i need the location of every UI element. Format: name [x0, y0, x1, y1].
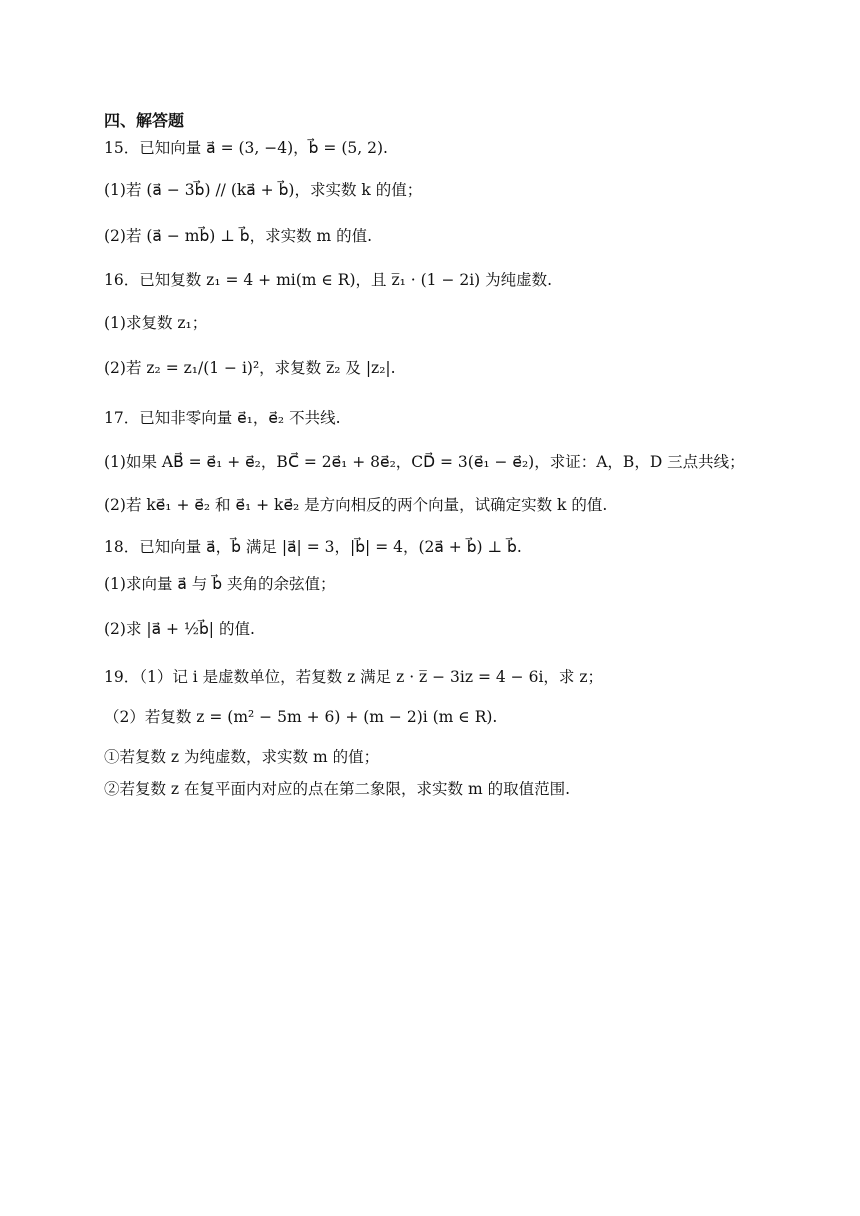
problem-19-part-2: （2）若复数 z = (m² − 5m + 6) + (m − 2)i (m ∈ R).	[104, 708, 498, 726]
problem-17-part-1: (1)如果 AB⃗ = e⃗₁ + e⃗₂，BC⃗ = 2e⃗₁ + 8e⃗₂，CD⃗ = 3(e⃗₁ − e⃗₂)，求证：A，B，D 三点共线；	[104, 453, 745, 471]
problem-16-stem: 16．已知复数 z₁ = 4 + mi(m ∈ R)，且 z̅₁ · (1 − 2i) 为纯虚数.	[104, 271, 553, 289]
problem-16-part-2: (2)若 z₂ = z₁/(1 − i)²，求复数 z̅₂ 及 |z₂|.	[104, 359, 396, 377]
problem-18-part-1: (1)求向量 a⃗ 与 b⃗ 夹角的余弦值；	[104, 575, 336, 593]
problem-15-stem: 15．已知向量 a⃗ = (3, −4)，b⃗ = (5, 2).	[104, 139, 388, 157]
problem-18-stem: 18．已知向量 a⃗，b⃗ 满足 |a⃗| = 3，|b⃗| = 4，(2a⃗ + b⃗) ⊥ b⃗.	[104, 538, 522, 556]
problem-18-part-2: (2)求 |a⃗ + ½b⃗| 的值.	[104, 620, 255, 638]
problem-15-part-1: (1)若 (a⃗ − 3b⃗) // (ka⃗ + b⃗)，求实数 k 的值；	[104, 181, 423, 199]
section-heading: 四、解答题	[104, 111, 185, 130]
problem-15-part-2: (2)若 (a⃗ − mb⃗) ⊥ b⃗，求实数 m 的值.	[104, 227, 373, 245]
problem-16-part-1: (1)求复数 z₁；	[104, 314, 208, 332]
problem-19-item-2: ②若复数 z 在复平面内对应的点在第二象限，求实数 m 的取值范围.	[104, 780, 571, 798]
problem-19-part-1: 19．（1）记 i 是虚数单位，若复数 z 满足 z · z̅ − 3iz = 4 − 6i，求 z；	[104, 668, 603, 686]
problem-17-stem: 17．已知非零向量 e⃗₁，e⃗₂ 不共线.	[104, 409, 341, 427]
problem-19-item-1: ①若复数 z 为纯虚数，求实数 m 的值；	[104, 748, 380, 766]
problem-17-part-2: (2)若 ke⃗₁ + e⃗₂ 和 e⃗₁ + ke⃗₂ 是方向相反的两个向量，试确定实数 k 的值.	[104, 496, 608, 514]
